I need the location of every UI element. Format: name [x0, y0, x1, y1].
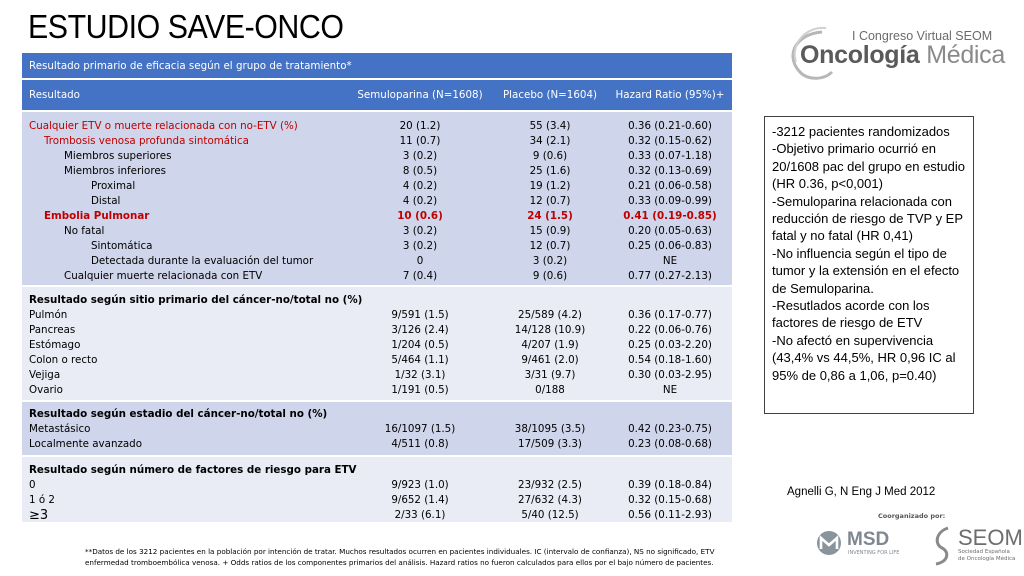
outcome-label: 1 ó 2: [29, 494, 55, 506]
note-line: (HR 0.36, p<0,001): [772, 176, 883, 192]
placebo-value: 14/128 (10.9): [514, 324, 586, 336]
block4-hazard-ratio: [608, 463, 732, 522]
semuloparina-value: 1/191 (0.5): [391, 384, 449, 396]
citation-reference: Agnelli G, N Eng J Med 2012: [787, 486, 936, 498]
placebo-value: 19 (1.2): [529, 180, 571, 192]
placebo-value: 17/509 (3.3): [518, 438, 582, 450]
block4-semuloparina: [348, 463, 492, 522]
footnote-line: enfermedad tromboembólica venosa. + Odds ratios de los componentes primarios del análisis. Hazard ratios no fueron calculados para ellos por el bajo número de pacientes.: [85, 558, 714, 567]
semuloparina-value: 9/923 (1.0): [391, 479, 449, 491]
note-line: de Semuloparina.: [772, 280, 874, 296]
hazard-ratio-value: 0.42 (0.23-0.75): [628, 423, 712, 435]
block2-labels: [22, 293, 363, 400]
placebo-value: 25 (1.6): [529, 165, 571, 177]
coorganized-label: Coorganizado por:: [878, 512, 946, 520]
hazard-ratio-value: 0.33 (0.07-1.18): [628, 150, 712, 162]
table-block-site: [22, 287, 732, 402]
table-header-row: [22, 80, 732, 112]
outcome-label: Detectada durante la evaluación del tumor: [91, 255, 314, 267]
note-line: 20/1608 pac del grupo en estudio: [772, 158, 965, 174]
placebo-value: 9 (0.6): [532, 270, 568, 282]
header-semuloparina: Semuloparina (N=1608): [357, 88, 483, 101]
hazard-ratio-value: 0.36 (0.17-0.77): [628, 309, 712, 321]
congress-word-oncologia: Oncología: [800, 41, 920, 69]
semuloparina-value: 5/464 (1.1): [391, 354, 449, 366]
congress-word-medica: Médica: [926, 41, 1005, 69]
placebo-value: 4/207 (1.9): [521, 339, 579, 351]
outcome-label: Sintomática: [91, 240, 153, 252]
note-line: -No afectó en supervivencia: [772, 332, 934, 348]
seom-tagline-line: Sociedad Española: [958, 549, 1010, 555]
hazard-ratio-value: 0.25 (0.06-0.83): [628, 240, 712, 252]
semuloparina-value: 20 (1.2): [399, 120, 441, 132]
outcome-label: Embolia Pulmonar: [44, 210, 150, 222]
outcome-label: Vejiga: [29, 369, 61, 381]
semuloparina-value: 9/652 (1.4): [391, 494, 449, 506]
msd-logo-text: MSD: [847, 529, 890, 550]
placebo-value: 23/932 (2.5): [518, 479, 582, 491]
semuloparina-value: 3 (0.2): [402, 240, 438, 252]
spacer: [608, 293, 732, 308]
note-line: fatal y no fatal (HR 0,41): [772, 228, 913, 244]
outcome-label: Proximal: [91, 180, 136, 192]
placebo-value: 0/188: [535, 384, 565, 396]
placebo-value: 27/632 (4.3): [518, 494, 582, 506]
semuloparina-value: 8 (0.5): [402, 165, 438, 177]
placebo-value: 25/589 (4.2): [518, 309, 582, 321]
block2-semuloparina: [348, 293, 492, 400]
seom-tagline: [958, 549, 1024, 562]
semuloparina-value: 2/33 (6.1): [394, 509, 446, 521]
outcome-label: 0: [29, 479, 36, 491]
efficacy-table: [22, 53, 732, 524]
semuloparina-value: 1/32 (3.1): [394, 369, 446, 381]
block-heading: Resultado según sitio primario del cáncer-no/total no (%): [29, 294, 363, 306]
outcome-label: ≥3: [29, 508, 49, 523]
outcome-label: Cualquier muerte relacionada con ETV: [64, 270, 263, 282]
page-title: ESTUDIO SAVE-ONCO: [28, 8, 344, 45]
hazard-ratio-value: 0.22 (0.06-0.76): [628, 324, 712, 336]
hazard-ratio-value: 0.32 (0.15-0.68): [628, 494, 712, 506]
semuloparina-value: 3 (0.2): [402, 150, 438, 162]
placebo-value: 34 (2.1): [529, 135, 571, 147]
placebo-value: 24 (1.5): [527, 210, 573, 222]
hazard-ratio-value: 0.20 (0.05-0.63): [628, 225, 712, 237]
semuloparina-value: 1/204 (0.5): [391, 339, 449, 351]
semuloparina-value: 0: [416, 255, 424, 267]
outcome-label: Colon o recto: [29, 354, 98, 366]
table-block-stage: [22, 402, 732, 457]
semuloparina-value: 4 (0.2): [402, 180, 438, 192]
hazard-ratio-value: 0.21 (0.06-0.58): [628, 180, 712, 192]
hazard-ratio-value: 0.25 (0.03-2.20): [628, 339, 712, 351]
table-banner: Resultado primario de eficacia según el grupo de tratamiento*: [22, 53, 732, 80]
spacer: [348, 407, 492, 422]
footnote-line: **Datos de los 3212 pacientes en la población por intención de tratar. Muchos resultados ocurren en pacientes individuales. IC (intervalo de confianza), NS no significado, ETV: [85, 547, 715, 556]
hazard-ratio-value: 0.30 (0.03-2.95): [628, 369, 712, 381]
block4-labels: [22, 463, 357, 523]
outcome-label: Pancreas: [29, 324, 76, 336]
header-hazard-ratio: Hazard Ratio (95%)+: [615, 88, 725, 101]
block2-hazard-ratio: [608, 293, 732, 400]
outcome-label: Localmente avanzado: [29, 438, 143, 450]
block1-hazard-ratio: [608, 119, 732, 285]
placebo-value: 12 (0.7): [529, 240, 571, 252]
msd-logo-icon: [815, 530, 843, 556]
placebo-value: 5/40 (12.5): [521, 509, 579, 521]
block-heading: Resultado según estadio del cáncer-no/total no (%): [29, 408, 328, 420]
placebo-value: 12 (0.7): [529, 195, 571, 207]
block3-labels: [22, 407, 348, 455]
hazard-ratio-value: 0.23 (0.08-0.68): [628, 438, 712, 450]
hazard-ratio-value: 0.36 (0.21-0.60): [628, 120, 712, 132]
seom-tagline-line: de Oncología Médica: [958, 555, 1016, 562]
block2-placebo: [492, 293, 608, 400]
spacer: [348, 463, 492, 478]
outcome-label: Ovario: [29, 384, 63, 396]
placebo-value: 9/461 (2.0): [521, 354, 579, 366]
note-line: factores de riesgo de ETV: [772, 315, 923, 331]
seom-logo-icon: [930, 524, 954, 568]
note-line: reducción de riesgo de TVP y EP: [772, 211, 964, 227]
placebo-value: 55 (3.4): [529, 120, 571, 132]
note-line: -Objetivo primario ocurrió en: [772, 141, 937, 157]
outcome-label: Trombosis venosa profunda sintomática: [44, 135, 249, 147]
note-line: -3212 pacientes randomizados: [772, 124, 950, 139]
placebo-value: 9 (0.6): [532, 150, 568, 162]
hazard-ratio-value: 0.77 (0.27-2.13): [628, 270, 712, 282]
hazard-ratio-value: 0.54 (0.18-1.60): [628, 354, 712, 366]
note-line: (43,4% vs 44,5%, HR 0,96 IC al: [772, 350, 956, 366]
hazard-ratio-value: 0.33 (0.09-0.99): [628, 195, 712, 207]
note-line: tumor y la extensión en el efecto: [772, 263, 960, 279]
outcome-label: No fatal: [64, 225, 105, 237]
table-footnote: [85, 546, 735, 568]
header-resultado: Resultado: [29, 88, 80, 101]
spacer: [608, 407, 732, 422]
spacer: [608, 463, 732, 478]
table-block-primary: [22, 112, 732, 287]
note-line: -Semuloparina relacionada con: [772, 193, 952, 209]
spacer: [348, 293, 492, 308]
hazard-ratio-value: 0.32 (0.13-0.69): [628, 165, 712, 177]
congress-subtitle: I Congreso Virtual SEOM: [852, 29, 993, 43]
semuloparina-value: 10 (0.6): [397, 210, 443, 222]
congress-title: [800, 41, 1005, 70]
summary-notes-box: [764, 116, 974, 414]
semuloparina-value: 3 (0.2): [402, 225, 438, 237]
outcome-label: Distal: [91, 195, 121, 207]
hazard-ratio-value: 0.39 (0.18-0.84): [628, 479, 712, 491]
block1-labels: [22, 119, 348, 285]
outcome-label: Pulmón: [29, 309, 68, 321]
outcome-label: Cualquier ETV o muerte relacionada con no-ETV (%): [29, 120, 298, 132]
block3-placebo: [492, 407, 608, 455]
header-placebo: Placebo (N=1604): [502, 88, 598, 101]
semuloparina-value: 4 (0.2): [402, 195, 438, 207]
hazard-ratio-value: 0.32 (0.15-0.62): [628, 135, 712, 147]
outcome-label: Estómago: [29, 339, 81, 351]
note-line: -No influencia según el tipo de: [772, 245, 947, 261]
spacer: [492, 463, 608, 478]
block1-semuloparina: [348, 119, 492, 285]
note-line: 95% de 0,86 a 1,06, p=0.40): [772, 367, 937, 383]
placebo-value: 15 (0.9): [529, 225, 571, 237]
block4-placebo: [492, 463, 608, 522]
semuloparina-value: 3/126 (2.4): [391, 324, 449, 336]
block-heading: Resultado según número de factores de riesgo para ETV: [29, 464, 357, 476]
hazard-ratio-value: 0.41 (0.19-0.85): [623, 210, 717, 222]
table-block-risk-factors: [22, 457, 732, 524]
outcome-label: Metastásico: [29, 423, 91, 435]
semuloparina-value: 7 (0.4): [402, 270, 438, 282]
block3-hazard-ratio: [608, 407, 732, 455]
semuloparina-value: 16/1097 (1.5): [384, 423, 456, 435]
hazard-ratio-value: NE: [662, 255, 678, 267]
seom-logo-text: SEOM: [958, 525, 1023, 550]
placebo-value: 3 (0.2): [532, 255, 568, 267]
block3-semuloparina: [348, 407, 492, 455]
outcome-label: Miembros inferiores: [64, 165, 167, 177]
placebo-value: 3/31 (9.7): [524, 369, 576, 381]
outcome-label: Miembros superiores: [64, 150, 172, 162]
block1-placebo: [492, 119, 608, 285]
semuloparina-value: 9/591 (1.5): [391, 309, 449, 321]
placebo-value: 38/1095 (3.5): [514, 423, 586, 435]
semuloparina-value: 11 (0.7): [399, 135, 441, 147]
semuloparina-value: 4/511 (0.8): [391, 438, 449, 450]
note-line: -Resutlados acorde con los: [772, 298, 930, 314]
msd-tagline: INVENTING FOR LIFE: [848, 550, 900, 556]
spacer: [492, 293, 608, 308]
hazard-ratio-value: 0.56 (0.11-2.93): [628, 509, 712, 521]
hazard-ratio-value: NE: [662, 384, 678, 396]
spacer: [492, 407, 608, 422]
